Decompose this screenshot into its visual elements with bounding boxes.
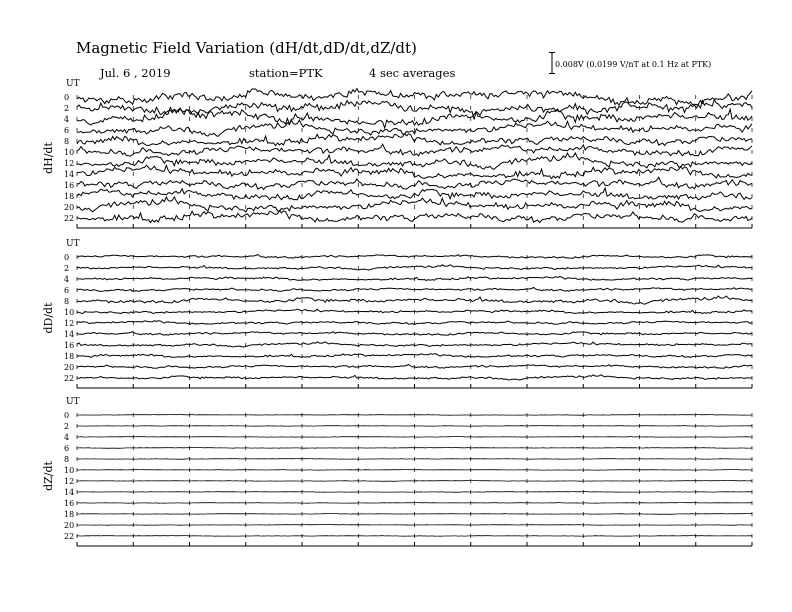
hour-label: 20 — [64, 202, 75, 212]
ut-label: UT — [66, 239, 80, 249]
hour-label: 0 — [64, 252, 70, 262]
field-trace — [77, 536, 752, 537]
page-title: Magnetic Field Variation (dH/dt,dD/dt,dZ/dt) — [76, 39, 417, 57]
hour-label: 20 — [64, 520, 75, 530]
hour-label: 12 — [64, 476, 75, 486]
hour-label: 4 — [64, 114, 70, 124]
ut-label: UT — [66, 79, 80, 89]
hour-label: 8 — [64, 296, 70, 306]
date-label: Jul. 6 , 2019 — [100, 66, 171, 80]
averaging-label: 4 sec averages — [369, 66, 456, 80]
field-trace — [77, 459, 752, 460]
hour-label: 18 — [64, 509, 75, 519]
hour-label: 16 — [64, 498, 75, 508]
ut-label: UT — [66, 397, 80, 407]
hour-label: 16 — [64, 180, 75, 190]
hour-label: 0 — [64, 410, 70, 420]
hour-label: 22 — [64, 373, 75, 383]
field-trace — [77, 197, 752, 212]
field-trace — [77, 188, 752, 200]
hour-label: 10 — [64, 465, 75, 475]
hour-label: 2 — [64, 421, 70, 431]
hour-label: 8 — [64, 454, 70, 464]
hour-label: 0 — [64, 92, 70, 102]
station-label: station=PTK — [249, 66, 323, 80]
hour-label: 14 — [64, 329, 75, 339]
hour-label: 10 — [64, 307, 75, 317]
panel-label: dH/dt — [42, 142, 55, 174]
hour-label: 22 — [64, 531, 75, 541]
scale-label: 0.008V (0.0199 V/nT at 0.1 Hz at PTK) — [555, 60, 712, 69]
hour-label: 6 — [64, 125, 70, 135]
field-trace — [77, 426, 752, 427]
hour-label: 12 — [64, 158, 75, 168]
panel-label: dD/dt — [42, 302, 55, 334]
field-trace — [77, 470, 752, 471]
hour-label: 10 — [64, 147, 75, 157]
hour-label: 6 — [64, 285, 70, 295]
hour-label: 14 — [64, 487, 75, 497]
hour-label: 20 — [64, 362, 75, 372]
field-trace — [77, 525, 752, 526]
hour-label: 6 — [64, 443, 70, 453]
hour-label: 4 — [64, 274, 70, 284]
hour-label: 12 — [64, 318, 75, 328]
hour-label: 4 — [64, 432, 70, 442]
field-trace — [77, 513, 752, 514]
field-trace — [77, 480, 752, 481]
hour-label: 18 — [64, 191, 75, 201]
hour-label: 22 — [64, 213, 75, 223]
hour-label: 18 — [64, 351, 75, 361]
field-trace — [77, 492, 752, 493]
field-trace — [77, 437, 752, 438]
panel-label: dZ/dt — [42, 461, 55, 491]
hour-label: 14 — [64, 169, 75, 179]
hour-label: 16 — [64, 340, 75, 350]
hour-label: 8 — [64, 136, 70, 146]
hour-label: 2 — [64, 263, 70, 273]
hour-label: 2 — [64, 103, 70, 113]
field-trace — [77, 447, 752, 448]
